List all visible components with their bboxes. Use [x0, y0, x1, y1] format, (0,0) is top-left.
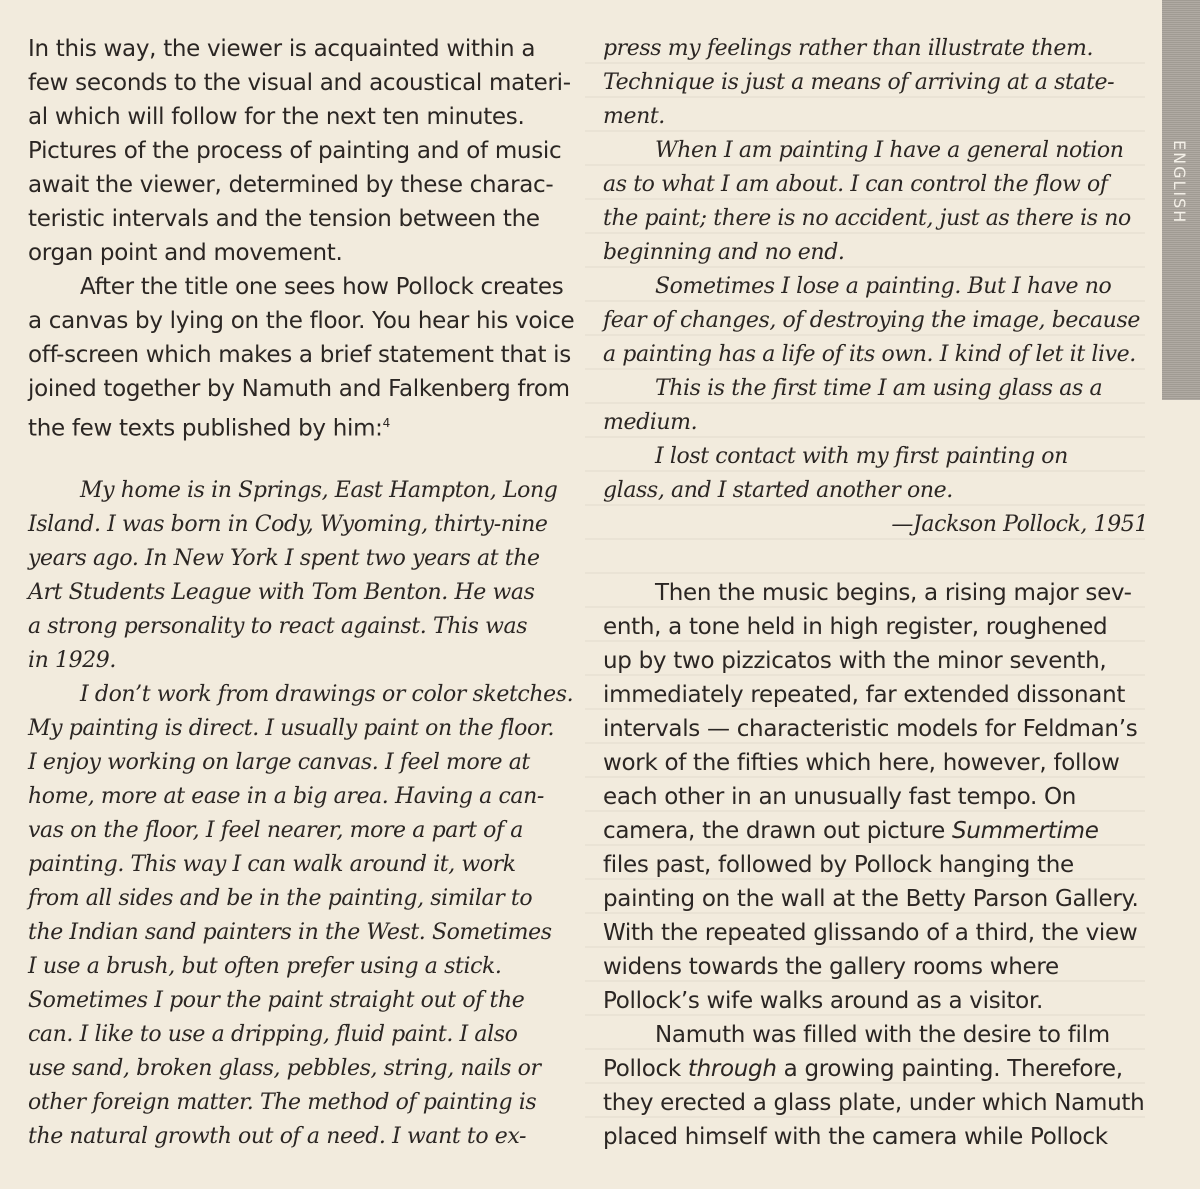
quote-line: My painting is direct. I usually paint on the floor. — [28, 716, 555, 741]
text-line: work of the fifties which here, however, follow — [603, 750, 1120, 776]
left-column — [28, 32, 573, 1154]
text-line: widens towards the gallery rooms where — [603, 954, 1059, 980]
quote-line: beginning and no end. — [603, 240, 845, 265]
footnote-marker: 4 — [382, 416, 390, 430]
quote-line: from all sides and be in the painting, similar to — [28, 886, 533, 911]
paragraph-gap — [28, 440, 573, 474]
quote-line: Sometimes I lose a painting. But I have no — [655, 274, 1112, 299]
quote-line: other foreign matter. The method of painting is — [28, 1090, 537, 1115]
language-tab-label: ENGLISH — [1170, 140, 1189, 225]
right-column — [603, 32, 1148, 1154]
text-line: teristic intervals and the tension between the — [28, 206, 540, 232]
text-segment: camera, the drawn out picture — [603, 818, 945, 844]
quote-line: a strong personality to react against. This was — [28, 614, 528, 639]
text-line: painting on the wall at the Betty Parson Gallery. — [603, 886, 1139, 912]
text-line: In this way, the viewer is acquainted within a — [28, 36, 536, 62]
quote-line: painting. This way I can walk around it, work — [28, 852, 516, 877]
quote-line: glass, and I started another one. — [603, 478, 953, 503]
quote-line: Art Students League with Tom Benton. He was — [28, 580, 535, 605]
quote-line: Technique is just a means of arriving at a state- — [603, 70, 1115, 95]
text-line: Pictures of the process of painting and of music — [28, 138, 562, 164]
quote-line: fear of changes, of destroying the image, because — [603, 308, 1140, 333]
quote-line: vas on the floor, I feel nearer, more a part of a — [28, 818, 524, 843]
quote-line: the Indian sand painters in the West. Sometimes — [28, 920, 552, 945]
text-line: files past, followed by Pollock hanging the — [603, 852, 1074, 878]
quote-line: medium. — [603, 410, 698, 435]
quote-line: in 1929. — [28, 648, 116, 673]
quote-line: the paint; there is no accident, just as there is no — [603, 206, 1131, 231]
text-line: Then the music begins, a rising major sev- — [655, 580, 1132, 606]
quote-line: home, more at ease in a big area. Having a can- — [28, 784, 544, 809]
quote-line: This is the first time I am using glass as a — [655, 376, 1103, 401]
quote-line: When I am painting I have a general notion — [655, 138, 1124, 163]
text-line: immediately repeated, far extended dissonant — [603, 682, 1126, 708]
text-line: a canvas by lying on the floor. You hear his voice — [28, 308, 575, 334]
quote-line: My home is in Springs, East Hampton, Long — [80, 478, 558, 503]
text-line: off-screen which makes a brief statement that is — [28, 342, 571, 368]
text-line: placed himself with the camera while Pollock — [603, 1124, 1108, 1150]
text-line: they erected a glass plate, under which Namuth — [603, 1090, 1145, 1116]
quote-line: press my feelings rather than illustrate them. — [603, 36, 1094, 61]
quote-line: ment. — [603, 104, 665, 129]
text-line — [603, 1052, 1148, 1086]
quote-line: I enjoy working on large canvas. I feel more at — [28, 750, 530, 775]
text-line: intervals — characteristic models for Feldman’s — [603, 716, 1138, 742]
text-line: joined together by Namuth and Falkenberg from — [28, 376, 570, 402]
text-line: Pollock’s wife walks around as a visitor. — [603, 988, 1044, 1014]
text-segment: the few texts published by him: — [28, 415, 383, 442]
emphasis-text: through — [687, 1056, 777, 1082]
quote-line: I don’t work from drawings or color sketches. — [80, 682, 574, 707]
artwork-title: Summertime — [952, 818, 1099, 844]
text-line: few seconds to the visual and acoustical materi- — [28, 70, 571, 96]
quote-line: Island. I was born in Cody, Wyoming, thirty-nine — [28, 512, 548, 537]
text-segment: Pollock — [603, 1056, 681, 1082]
text-line: organ point and movement. — [28, 240, 343, 266]
text-segment: a growing painting. Therefore, — [783, 1056, 1123, 1082]
text-line: al which will follow for the next ten minutes. — [28, 104, 525, 130]
quote-line: I lost contact with my first painting on — [655, 444, 1068, 469]
text-line: up by two pizzicatos with the minor seventh, — [603, 648, 1107, 674]
quote-line: can. I like to use a dripping, fluid paint. I also — [28, 1022, 518, 1047]
quote-line: the natural growth out of a need. I want to ex- — [28, 1124, 527, 1149]
quote-line: I use a brush, but often prefer using a stick. — [28, 954, 502, 979]
text-line — [603, 814, 1148, 848]
text-line — [28, 406, 573, 440]
text-line: With the repeated glissando of a third, the view — [603, 920, 1138, 946]
quote-line: use sand, broken glass, pebbles, string, nails or — [28, 1056, 541, 1081]
text-line: After the title one sees how Pollock creates — [80, 274, 564, 300]
quote-line: years ago. In New York I spent two years at the — [28, 546, 540, 571]
quote-attribution: —Jackson Pollock, 1951 — [891, 512, 1148, 537]
quote-line: Sometimes I pour the paint straight out of the — [28, 988, 525, 1013]
quote-line: a painting has a life of its own. I kind of let it live. — [603, 342, 1136, 367]
language-tab[interactable] — [1162, 0, 1200, 400]
text-line: each other in an unusually fast tempo. On — [603, 784, 1077, 810]
quote-line: as to what I am about. I can control the flow of — [603, 172, 1108, 197]
text-line: enth, a tone held in high register, roughened — [603, 614, 1108, 640]
paragraph-gap — [603, 542, 1148, 576]
text-line: Namuth was filled with the desire to film — [655, 1022, 1110, 1048]
text-line: await the viewer, determined by these charac- — [28, 172, 554, 198]
